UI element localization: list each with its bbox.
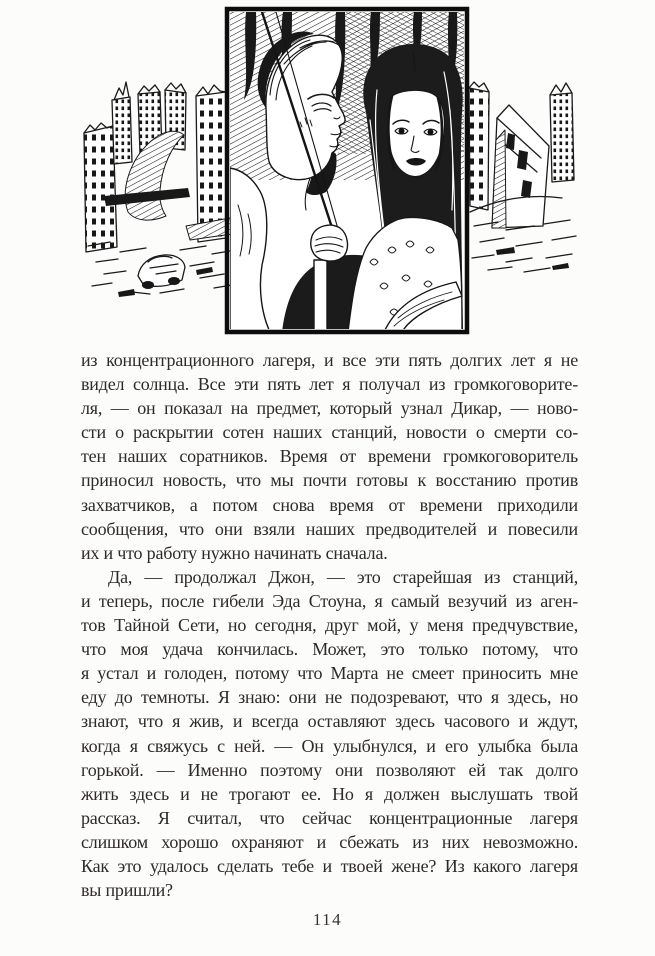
text-line: видел солнца. Все эти пять лет я получал из громкоговорите- [81, 374, 578, 395]
text-line: что моя удача кончилась. Может, это только потому, что [81, 639, 578, 660]
text-line: приносил новость, что мы почти готовы к восстанию против [81, 470, 578, 491]
text-line: горькой. — Именно поэтому они позволяют ей так долго [81, 759, 578, 780]
text-line: слишком хорошо охраняют и сбежать из них невозможно. [81, 831, 578, 852]
page-number: 114 [312, 910, 343, 929]
ruins-right-drawing [469, 82, 576, 272]
text-line: ля, — он показал на предмет, который узнал Дикар, — ново- [81, 398, 578, 419]
text-line: из концентрационного лагеря, и все эти пять долгих лет я не [81, 350, 578, 370]
illustration [0, 0, 655, 340]
text-line: и теперь, после гибели Эда Стоуна, я самый везучий из аген- [81, 590, 578, 611]
text-line: рассказ. Я считал, что сейчас концентрационные лагеря [81, 807, 578, 828]
text-line: я устал и голоден, потому что Марта не смеет приносить мне [81, 663, 578, 684]
wrecked-car-drawing [132, 255, 185, 294]
framed-picture [227, 9, 467, 332]
text-line: когда я свяжусь с ней. — Он улыбнулся, и его улыбка была [81, 735, 578, 756]
text-line: жить здесь и не трогают ее. Но я должен выслушать твой [81, 783, 578, 804]
text-line: захватчиков, а потом снова время от времени приходили [81, 494, 578, 515]
text-line: тен наших соратников. Время от времени громкоговоритель [81, 446, 578, 467]
text-line: их и что работу нужно начинать сначала. [81, 542, 388, 563]
body-text [81, 348, 578, 902]
text-line: вы пришли? [81, 880, 173, 901]
text-line: Как это удалось сделать тебе и твоей жене? Из какого лагеря [81, 855, 578, 876]
ruins-left-drawing [84, 82, 232, 297]
text-line: знают, что я жив, и всегда оставляют здесь часового и ждут, [81, 711, 578, 732]
text-line: сообщения, что они взяли наших предводителей и повесили [81, 518, 578, 539]
text-line: еду до темноты. Я знаю: они не подозревают, что я здесь, но [81, 687, 578, 708]
text-line: Да, — продолжал Джон, — это старейшая из станций, [108, 566, 578, 587]
text-line: сти о раскрытии сотен наших станций, новости о смерти со- [81, 422, 578, 443]
text-line: тов Тайной Сети, но сегодня, друг мой, у меня предчувствие, [81, 615, 578, 636]
